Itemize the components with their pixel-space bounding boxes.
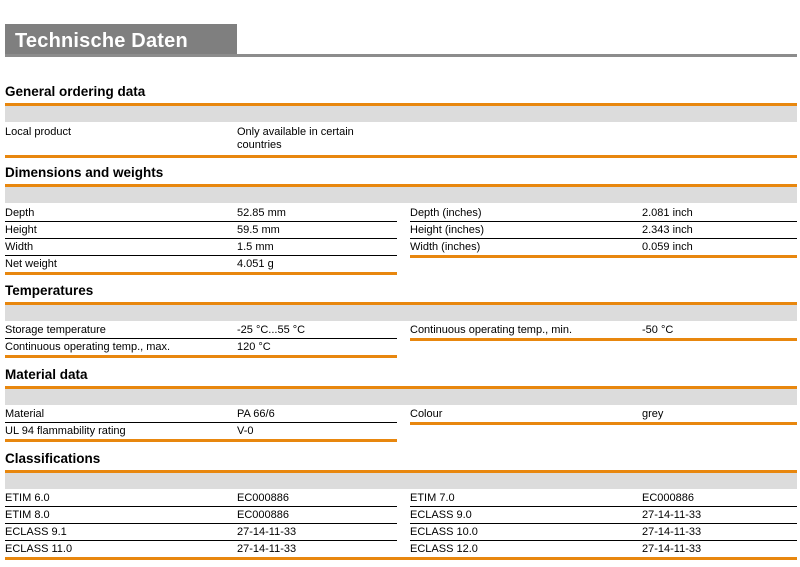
- row-value: -50 °C: [642, 324, 674, 336]
- row-label: ECLASS 9.0: [410, 509, 472, 521]
- row-label: ECLASS 11.0: [5, 543, 73, 555]
- section-band: [5, 187, 797, 203]
- row-divider: [410, 506, 797, 507]
- row-value-line: Only available in certain: [237, 126, 354, 138]
- page-title-bar: [5, 24, 237, 57]
- row-divider: [410, 238, 797, 239]
- title-divider: [5, 54, 797, 57]
- row-divider: [5, 238, 397, 239]
- row-divider: [5, 422, 397, 423]
- section-rule-bottom: [5, 272, 397, 275]
- row-value: EC000886: [237, 509, 289, 521]
- section-band: [5, 473, 797, 489]
- row-value: 0.059 inch: [642, 241, 693, 253]
- row-value: V-0: [237, 425, 254, 437]
- section-rule-bottom: [410, 422, 797, 425]
- section-title: Temperatures: [5, 283, 94, 298]
- row-value: 27-14-11-33: [237, 526, 297, 538]
- section-rule-bottom: [5, 155, 797, 158]
- row-divider: [5, 540, 397, 541]
- row-label: Local product: [5, 126, 72, 138]
- row-label: Continuous operating temp., min.: [410, 324, 573, 336]
- row-divider: [5, 255, 397, 256]
- row-value: grey: [642, 408, 664, 420]
- row-value-line: countries: [237, 139, 282, 151]
- row-divider: [410, 221, 797, 222]
- row-label: Depth: [5, 207, 35, 219]
- row-value: 27-14-11-33: [237, 543, 297, 555]
- row-divider: [5, 221, 397, 222]
- row-value: 2.081 inch: [642, 207, 693, 219]
- row-divider: [410, 540, 797, 541]
- section-title: General ordering data: [5, 84, 146, 99]
- row-value: EC000886: [642, 492, 694, 504]
- row-label: UL 94 flammability rating: [5, 425, 126, 437]
- section-rule-bottom: [5, 557, 797, 560]
- row-value: PA 66/6: [237, 408, 275, 420]
- row-label: Colour: [410, 408, 443, 420]
- row-label: ETIM 8.0: [5, 509, 50, 521]
- row-value: 27-14-11-33: [642, 509, 702, 521]
- row-label: ETIM 6.0: [5, 492, 50, 504]
- row-divider: [5, 523, 397, 524]
- section-band: [5, 305, 797, 321]
- row-value: [237, 126, 354, 152]
- row-divider: [5, 338, 397, 339]
- row-label: ECLASS 10.0: [410, 526, 478, 538]
- section-rule-bottom: [5, 355, 397, 358]
- section-title: Material data: [5, 367, 88, 382]
- row-label: Storage temperature: [5, 324, 106, 336]
- row-value: 59.5 mm: [237, 224, 280, 236]
- row-divider: [5, 506, 397, 507]
- section-title: Classifications: [5, 451, 101, 466]
- row-label: Width (inches): [410, 241, 481, 253]
- section-band: [5, 106, 797, 122]
- row-label: Width: [5, 241, 34, 253]
- row-label: ECLASS 12.0: [410, 543, 478, 555]
- row-label: Continuous operating temp., max.: [5, 341, 171, 353]
- row-label: Height: [5, 224, 37, 236]
- section-rule-bottom: [410, 338, 797, 341]
- row-value: EC000886: [237, 492, 289, 504]
- section-band: [5, 389, 797, 405]
- row-label: Net weight: [5, 258, 57, 270]
- row-value: -25 °C...55 °C: [237, 324, 306, 336]
- row-label: ECLASS 9.1: [5, 526, 67, 538]
- row-divider: [410, 523, 797, 524]
- section-rule-bottom: [410, 255, 797, 258]
- row-value: 27-14-11-33: [642, 526, 702, 538]
- row-value: 1.5 mm: [237, 241, 274, 253]
- page-title: Technische Daten: [15, 30, 188, 52]
- row-label: Depth (inches): [410, 207, 482, 219]
- row-value: 2.343 inch: [642, 224, 693, 236]
- row-label: ETIM 7.0: [410, 492, 455, 504]
- row-label: Height (inches): [410, 224, 484, 236]
- row-value: 120 °C: [237, 341, 271, 353]
- section-rule-bottom: [5, 439, 397, 442]
- row-value: 4.051 g: [237, 258, 274, 270]
- row-value: 27-14-11-33: [642, 543, 702, 555]
- row-label: Material: [5, 408, 45, 420]
- row-value: 52.85 mm: [237, 207, 286, 219]
- section-title: Dimensions and weights: [5, 165, 164, 180]
